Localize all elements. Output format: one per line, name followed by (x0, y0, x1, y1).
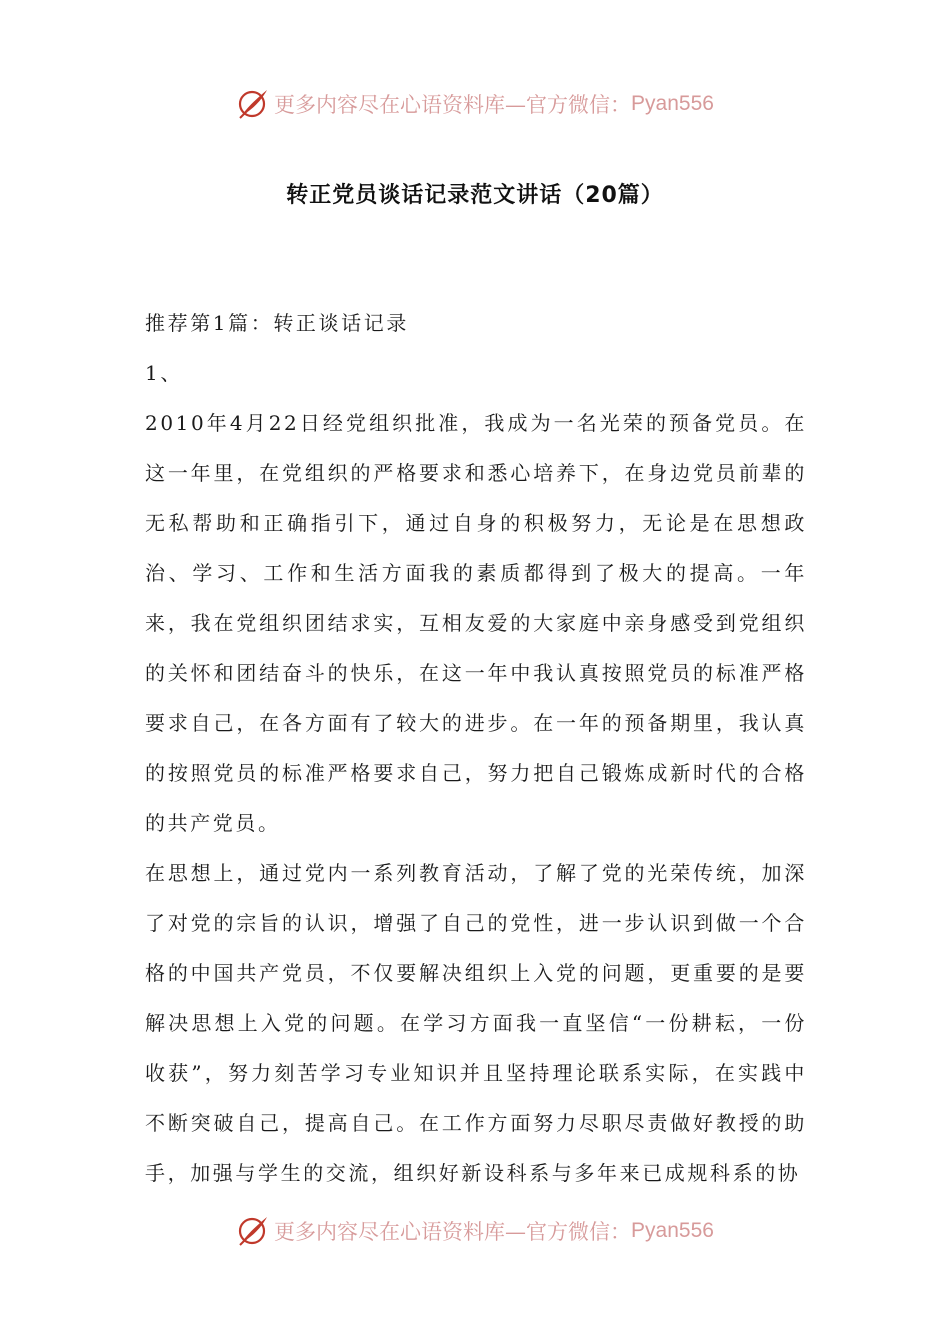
item-number: 1、 (145, 361, 183, 385)
banner-text: 更多内容尽在心语资料库—官方微信： (274, 1220, 632, 1244)
paragraph: 2010年4月22日经党组织批准，我成为一名光荣的预备党员。在这一年里，在党组织的严格要求和悉心培养下，在身边党员前辈的无私帮助和正确指引下，通过自身的积极努力，无论是在思想政治、学习、工作和生活方面我的素质都得到了极大的提高。一年来，我在党组织团结求实，互相友爱的大家庭中亲身感受到党组织的关怀和团结奋斗的快乐，在这一年中我认真按照党员的标准严格要求自己，在各方面有了较大的进步。在一年的预备期里，我认真的按照党员的标准严格要求自己，努力把自己锻炼成新时代的合格的共产党员。 (145, 411, 807, 835)
header-banner (0, 84, 950, 124)
quill-logo-icon (236, 1214, 270, 1248)
document-title: 转正党员谈话记录范文讲话（20篇） (286, 183, 664, 208)
document-body (145, 298, 807, 1198)
paragraph: 在思想上，通过党内一系列教育活动，了解了党的光荣传统，加深了对党的宗旨的认识，增强了自己的党性，进一步认识到做一个合格的中国共产党员，不仅要解决组织上入党的问题，更重要的是要解决思想上入党的问题。在学习方面我一直坚信“一份耕耘，一份收获”，努力刻苦学习专业知识并且坚持理论联系实际，在实践中不断突破自己，提高自己。在工作方面努力尽职尽责做好教授的助手，加强与学生的交流，组织好新设科系与多年来已成规科系的协 (145, 861, 807, 1185)
section-heading: 推荐第1篇：转正谈话记录 (145, 311, 409, 335)
banner-text: 更多内容尽在心语资料库—官方微信： (274, 93, 632, 117)
quill-logo-icon (236, 87, 270, 121)
banner-wechat-id: Pyan556 (631, 92, 714, 115)
banner-wechat-id: Pyan556 (631, 1219, 714, 1242)
footer-banner (0, 1211, 950, 1251)
